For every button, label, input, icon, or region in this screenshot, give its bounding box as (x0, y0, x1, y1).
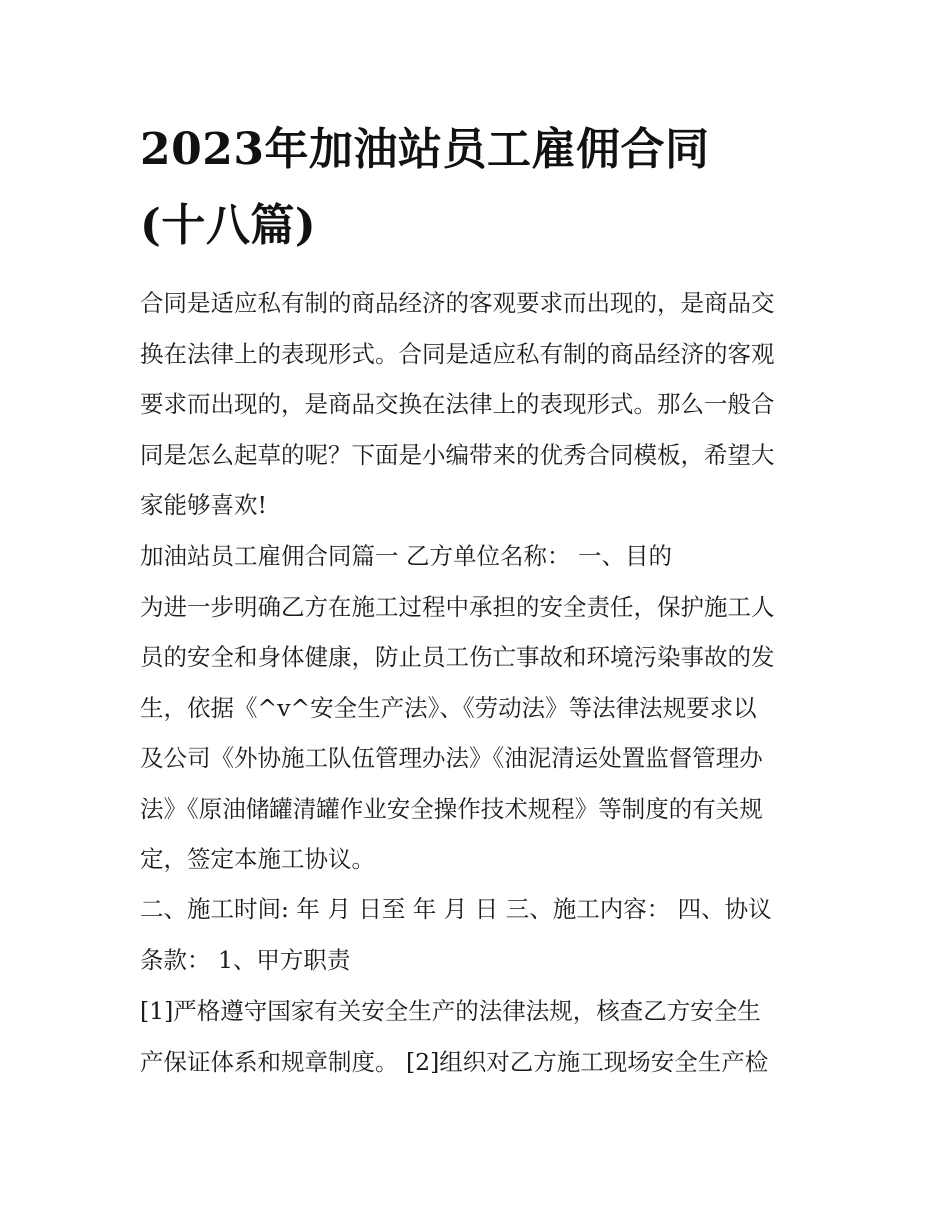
section-1-line: 定，签定本施工协议。 (140, 845, 375, 873)
section-1-line: 为进一步明确乙方在施工过程中承担的安全责任，保护施工人 (140, 592, 775, 621)
section-1-line: 及公司《外协施工队伍管理办法》《油泥清运处置监督管理办 (140, 744, 763, 772)
section-2-line: 二、施工时间: 年 月 日至 年 月 日 三、施工内容： 四、协议 (140, 895, 772, 923)
title-line-1: 2023年加油站员工雇佣合同 (140, 124, 710, 175)
section-3-paragraph (140, 986, 820, 1087)
intro-line: 合同是适应私有制的商品经济的客观要求而出现的，是商品交 (140, 289, 775, 317)
section-1-line: 法》《原油储罐清罐作业安全操作技术规程》等制度的有关规 (140, 794, 763, 823)
intro-line: 同是怎么起草的呢？下面是小编带来的优秀合同模板，希望大 (140, 440, 775, 469)
intro-paragraph (140, 278, 820, 531)
intro-line: 要求而出现的，是商品交换在法律上的表现形式。那么一般合 (140, 390, 775, 418)
document-title (140, 112, 820, 264)
section-2-line: 条款： 1、甲方职责 (140, 945, 351, 974)
intro-line: 换在法律上的表现形式。合同是适应私有制的商品经济的客观 (140, 339, 775, 368)
section-1-paragraph (140, 531, 820, 885)
intro-line: 家能够喜欢! (140, 491, 267, 519)
section-2-paragraph (140, 884, 820, 985)
title-line-2: (十八篇) (140, 200, 317, 251)
section-1-line: 生，依据《^v^安全生产法》、《劳动法》等法律法规要求以 (140, 693, 757, 722)
section-1-line: 加油站员工雇佣合同篇一 乙方单位名称： 一、目的 (140, 542, 672, 570)
section-1-line: 员的安全和身体健康，防止员工伤亡事故和环境污染事故的发 (140, 643, 775, 671)
section-3-line: 产保证体系和规章制度。 [2]组织对乙方施工现场安全生产检 (140, 1047, 769, 1076)
section-3-line: [1]严格遵守国家有关安全生产的法律法规，核查乙方安全生 (140, 997, 761, 1025)
